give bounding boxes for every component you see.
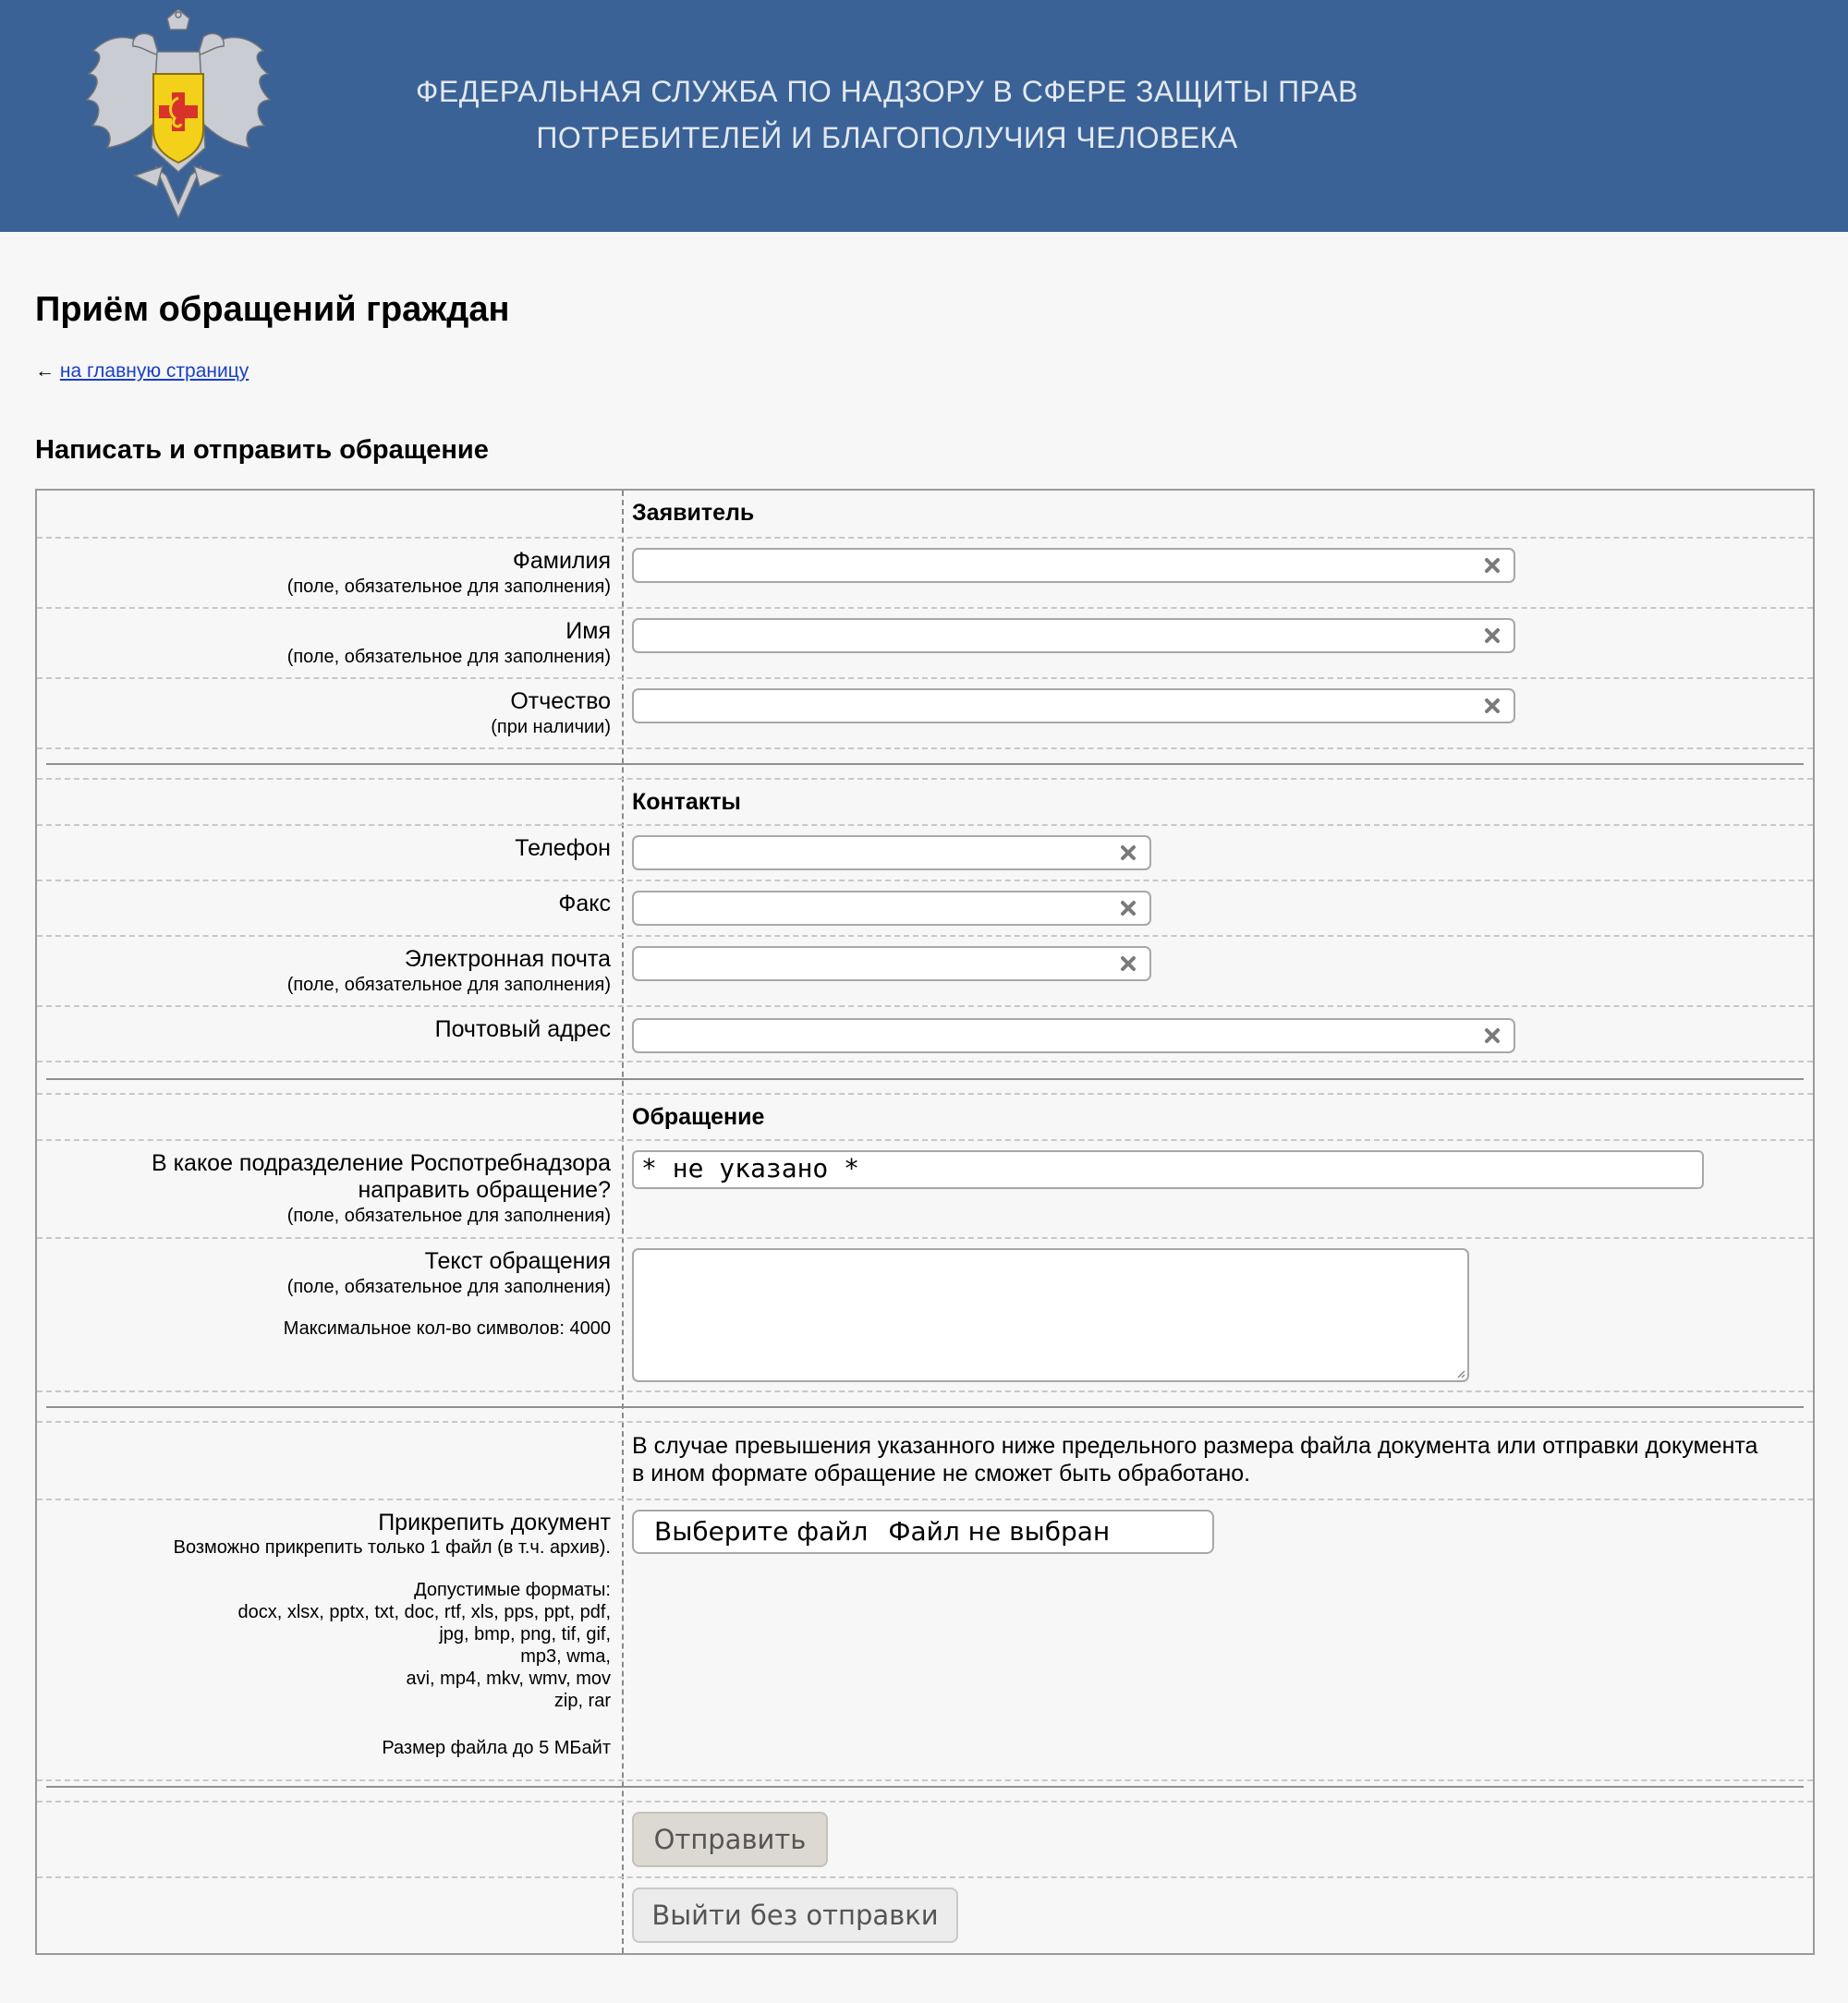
agency-title-line2: ПОТРЕБИТЕЛЕЙ И БЛАГОПОЛУЧИЯ ЧЕЛОВЕКА (536, 121, 1238, 154)
address-label: Почтовый адрес (434, 1016, 611, 1042)
form-row-name (37, 609, 1813, 679)
formats-line5: zip, rar (553, 1691, 611, 1711)
fax-label: Факс (558, 891, 611, 917)
name-note: (поле, обязательное для заполнения) (286, 647, 611, 667)
email-label-text: Электронная почта (404, 946, 611, 972)
section-title-applicant: Заявитель (632, 500, 755, 526)
form-row-email (37, 937, 1813, 1007)
email-label (37, 946, 611, 997)
surname-input[interactable] (632, 548, 1515, 583)
clear-x-icon[interactable] (1120, 900, 1137, 917)
file-picker[interactable] (632, 1510, 1214, 1554)
patronymic-label (37, 688, 611, 739)
exit-row (37, 1878, 1813, 1955)
form-row-attachment (37, 1500, 1813, 1781)
patronymic-label-text: Отчество (510, 688, 611, 714)
name-input[interactable] (632, 618, 1515, 653)
surname-label (37, 548, 611, 599)
max-chars-note: Максимальное кол-во символов: 4000 (283, 1318, 611, 1339)
form-row-fax (37, 881, 1813, 937)
main-content (0, 232, 1848, 1955)
form-row-surname (37, 539, 1813, 609)
department-label-line1: В какое подразделение Роспотребнадзора (151, 1150, 611, 1176)
appeal-text-area[interactable] (632, 1248, 1469, 1382)
choose-file-button[interactable]: Выберите файл (654, 1516, 869, 1547)
emblem-logo (79, 9, 277, 218)
submit-button[interactable]: Отправить (632, 1812, 828, 1867)
phone-label: Телефон (515, 835, 611, 861)
file-size-limit: Размер файла до 5 МБайт (382, 1738, 611, 1758)
department-label (37, 1150, 611, 1228)
department-label-line2: направить обращение? (358, 1177, 611, 1203)
department-select[interactable]: * не указано * (632, 1150, 1704, 1189)
form-title: Написать и отправить обращение (35, 435, 489, 465)
formats-line1: docx, xlsx, pptx, txt, doc, rtf, xls, pps, ppt, pdf, (237, 1602, 611, 1622)
attachment-warning (632, 1432, 1796, 1487)
clear-x-icon[interactable] (1120, 844, 1137, 861)
clear-x-icon[interactable] (1484, 698, 1501, 714)
surname-label-text: Фамилия (512, 548, 611, 574)
attachment-info-row (37, 1421, 1813, 1500)
appeal-text-note: (поле, обязательное для заполнения) (286, 1277, 611, 1297)
attachment-warning-line1: В случае превышения указанного ниже предельного размера файла документа или отправки документа (632, 1433, 1758, 1459)
resize-grip-icon[interactable] (1454, 1367, 1465, 1378)
file-status: Файл не выбран (888, 1516, 1111, 1547)
clear-x-icon[interactable] (1484, 627, 1501, 644)
surname-note: (поле, обязательное для заполнения) (286, 577, 611, 597)
attachment-warning-line2: в ином формате обращение не сможет быть обработано. (632, 1461, 1251, 1487)
address-input[interactable] (632, 1018, 1515, 1053)
section-separator (46, 1078, 1804, 1080)
section-row-contacts (37, 778, 1813, 826)
site-header (0, 0, 1848, 232)
page-title: Приём обращений граждан (35, 290, 510, 329)
agency-title (314, 68, 1460, 161)
submit-row (37, 1801, 1813, 1878)
formats-line3: mp3, wma, (520, 1646, 611, 1667)
formats-line2: jpg, bmp, png, tif, gif, (439, 1624, 611, 1645)
section-title-appeal: Обращение (632, 1104, 765, 1130)
back-nav (35, 359, 1813, 383)
form-row-department (37, 1141, 1813, 1239)
home-link[interactable]: на главную страницу (59, 360, 249, 382)
phone-input[interactable] (632, 835, 1151, 870)
clear-x-icon[interactable] (1484, 1027, 1501, 1044)
appeal-text-label (37, 1248, 611, 1340)
formats-line4: avi, mp4, mkv, wmv, mov (406, 1669, 611, 1689)
name-label-text: Имя (565, 618, 611, 644)
section-row-applicant (37, 491, 1813, 539)
section-separator (46, 763, 1804, 765)
attachment-label (37, 1510, 611, 1759)
appeal-form (35, 489, 1815, 1955)
patronymic-input[interactable] (632, 688, 1515, 723)
department-note: (поле, обязательное для заполнения) (286, 1206, 611, 1226)
patronymic-note: (при наличии) (491, 717, 611, 737)
formats-title: Допустимые форматы: (414, 1580, 611, 1600)
section-row-appeal (37, 1093, 1813, 1141)
agency-title-line1: ФЕДЕРАЛЬНАЯ СЛУЖБА ПО НАДЗОРУ В СФЕРЕ ЗАЩИТЫ ПРАВ (416, 75, 1358, 108)
form-row-text (37, 1239, 1813, 1392)
form-row-phone (37, 826, 1813, 881)
exit-without-sending-button[interactable]: Выйти без отправки (632, 1888, 958, 1943)
appeal-text-label-text: Текст обращения (424, 1248, 611, 1274)
fax-input[interactable] (632, 891, 1151, 926)
section-separator (46, 1406, 1804, 1408)
email-input[interactable] (632, 946, 1151, 981)
attachment-label-text: Прикрепить документ (378, 1510, 611, 1536)
back-arrow: ← (35, 360, 55, 382)
section-title-contacts: Контакты (632, 789, 741, 815)
section-separator (46, 1786, 1804, 1788)
email-note: (поле, обязательное для заполнения) (286, 975, 611, 995)
clear-x-icon[interactable] (1120, 955, 1137, 972)
attachment-note: Возможно прикрепить только 1 файл (в т.ч. архив). (173, 1537, 611, 1558)
form-row-patronymic (37, 679, 1813, 749)
form-row-address (37, 1007, 1813, 1062)
clear-x-icon[interactable] (1484, 557, 1501, 574)
name-label (37, 618, 611, 669)
